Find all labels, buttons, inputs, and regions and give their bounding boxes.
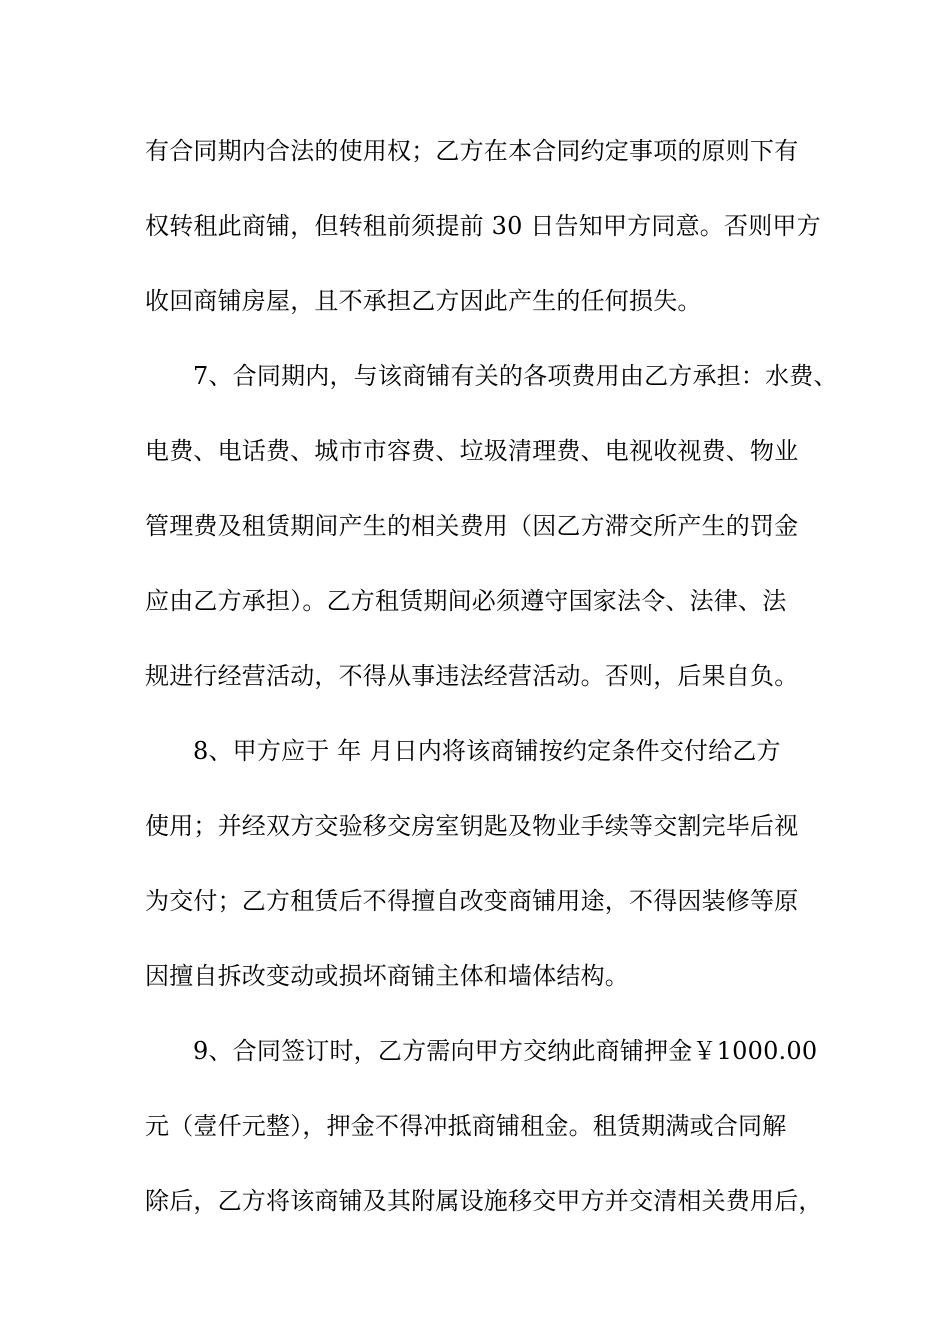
paragraph-line: 除后，乙方将该商铺及其附属设施移交甲方并交清相关费用后，: [145, 1187, 823, 1215]
paragraph-line: 7、合同期内，与该商铺有关的各项费用由乙方承担：水费、: [193, 362, 838, 390]
paragraph-line: 管理费及租赁期间产生的相关费用（因乙方滞交所产生的罚金: [145, 512, 799, 540]
paragraph-line: 使用；并经双方交验移交房室钥匙及物业手续等交割完毕后视: [145, 812, 799, 840]
paragraph-line: 权转租此商铺，但转租前须提前 30 日告知甲方同意。否则甲方: [145, 212, 821, 240]
paragraph-line: 有合同期内合法的使用权；乙方在本合同约定事项的原则下有: [145, 137, 799, 165]
paragraph-line: 元（壹仟元整），押金不得冲抵商铺租金。租赁期满或合同解: [145, 1112, 787, 1140]
paragraph-line: 9、合同签订时，乙方需向甲方交纳此商铺押金￥1000.00: [193, 1037, 818, 1065]
paragraph-line: 规进行经营活动，不得从事违法经营活动。否则，后果自负。: [145, 662, 799, 690]
paragraph-line: 因擅自拆改变动或损坏商铺主体和墙体结构。: [145, 962, 629, 990]
paragraph-line: 收回商铺房屋，且不承担乙方因此产生的任何损失。: [145, 287, 702, 315]
paragraph-line: 为交付；乙方租赁后不得擅自改变商铺用途，不得因装修等原: [145, 887, 799, 915]
paragraph-line: 电费、电话费、城市市容费、垃圾清理费、电视收视费、物业: [145, 437, 799, 465]
paragraph-line: 8、甲方应于 年 月日内将该商铺按约定条件交付给乙方: [193, 737, 781, 765]
paragraph-line: 应由乙方承担）。乙方租赁期间必须遵守国家法令、法律、法: [145, 587, 787, 615]
